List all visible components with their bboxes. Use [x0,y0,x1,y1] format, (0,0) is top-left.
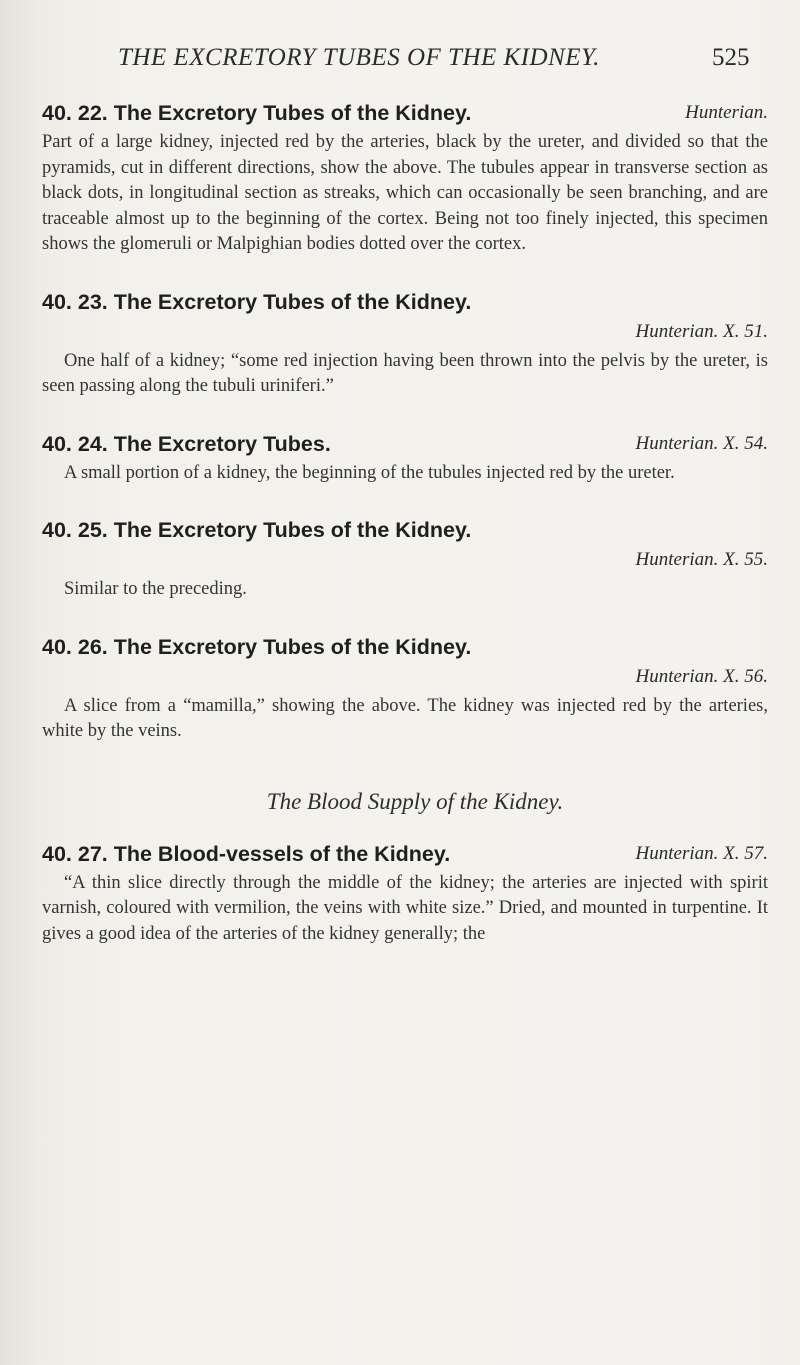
entry-description: One half of a kidney; “some red injection having been thrown into the pelvis by the ureter, is seen passing along the tubuli uriniferi.” [42,350,768,396]
catalogue-entry-40-22 [42,98,768,258]
entry-description: “A thin slice directly through the middle of the kidney; the arteries are injected with spirit varnish, coloured with vermilion, the veins with white size.” Dried, and mounted in turpentine. It gives a good idea of the arteries of the kidney generally; the [42,872,768,944]
entry-title: The Blood-vessels of the Kidney. [113,841,451,866]
entry-source: Hunterian. X. 51. [635,320,768,342]
entry-heading [42,429,768,459]
catalogue-entry-40-27 [42,839,768,948]
entry-number: 40. 22. [42,101,108,125]
entry-heading [42,632,768,662]
entry-title: The Excretory Tubes of the Kidney. [113,101,472,125]
entry-source: Hunterian. [685,102,768,123]
page-number: 525 [712,44,750,71]
entry-description: Part of a large kidney, injected red by the arteries, black by the ureter, and divided so that the pyramids, cut in different directions, show the above. The tubules appear in transverse section as black dots, in longitudinal section as streaks, which can occasionally be seen branching, and are traceable almost up to the beginning of the cortex. Being not too finely injected, this specimen shows the glomeruli or Malpighian bodies dotted over the cortex. [42,132,768,254]
running-head [0,44,800,84]
catalogue-entry-40-24 [42,429,768,487]
entry-description: Similar to the preceding. [64,579,247,599]
entry-heading [42,98,768,128]
entry-heading [42,287,768,317]
entry-number: 40. 27. [42,841,108,866]
entry-description: A small portion of a kidney, the beginning of the tubules injected red by the ureter. [64,462,675,483]
entry-number: 40. 25. [42,518,108,542]
entry-heading [42,839,768,869]
catalogue-entry-40-23 [42,287,768,400]
entry-source: Hunterian. X. 54. [635,432,768,454]
running-title: THE EXCRETORY TUBES OF THE KIDNEY. [118,44,600,71]
entry-title: The Excretory Tubes of the Kidney. [113,634,472,659]
entry-number: 40. 23. [42,289,108,314]
entry-number: 40. 24. [42,431,108,456]
catalogue-entry-40-25 [42,515,768,603]
entry-title: The Excretory Tubes of the Kidney. [113,518,472,542]
entry-description: A slice from a “mamilla,” showing the above. The kidney was injected red by the arteries, white by the veins. [42,695,768,741]
entry-title: The Excretory Tubes of the Kidney. [113,289,472,314]
page-content [42,98,768,976]
entry-source: Hunterian. X. 56. [635,665,768,687]
section-heading: The Blood Supply of the Kidney. [266,788,564,814]
entry-title: The Excretory Tubes. [113,431,331,456]
entry-heading [42,515,768,545]
entry-number: 40. 26. [42,634,108,659]
entry-source: Hunterian. X. 55. [635,549,768,570]
catalogue-entry-40-26 [42,632,768,745]
entry-source: Hunterian. X. 57. [635,842,768,864]
